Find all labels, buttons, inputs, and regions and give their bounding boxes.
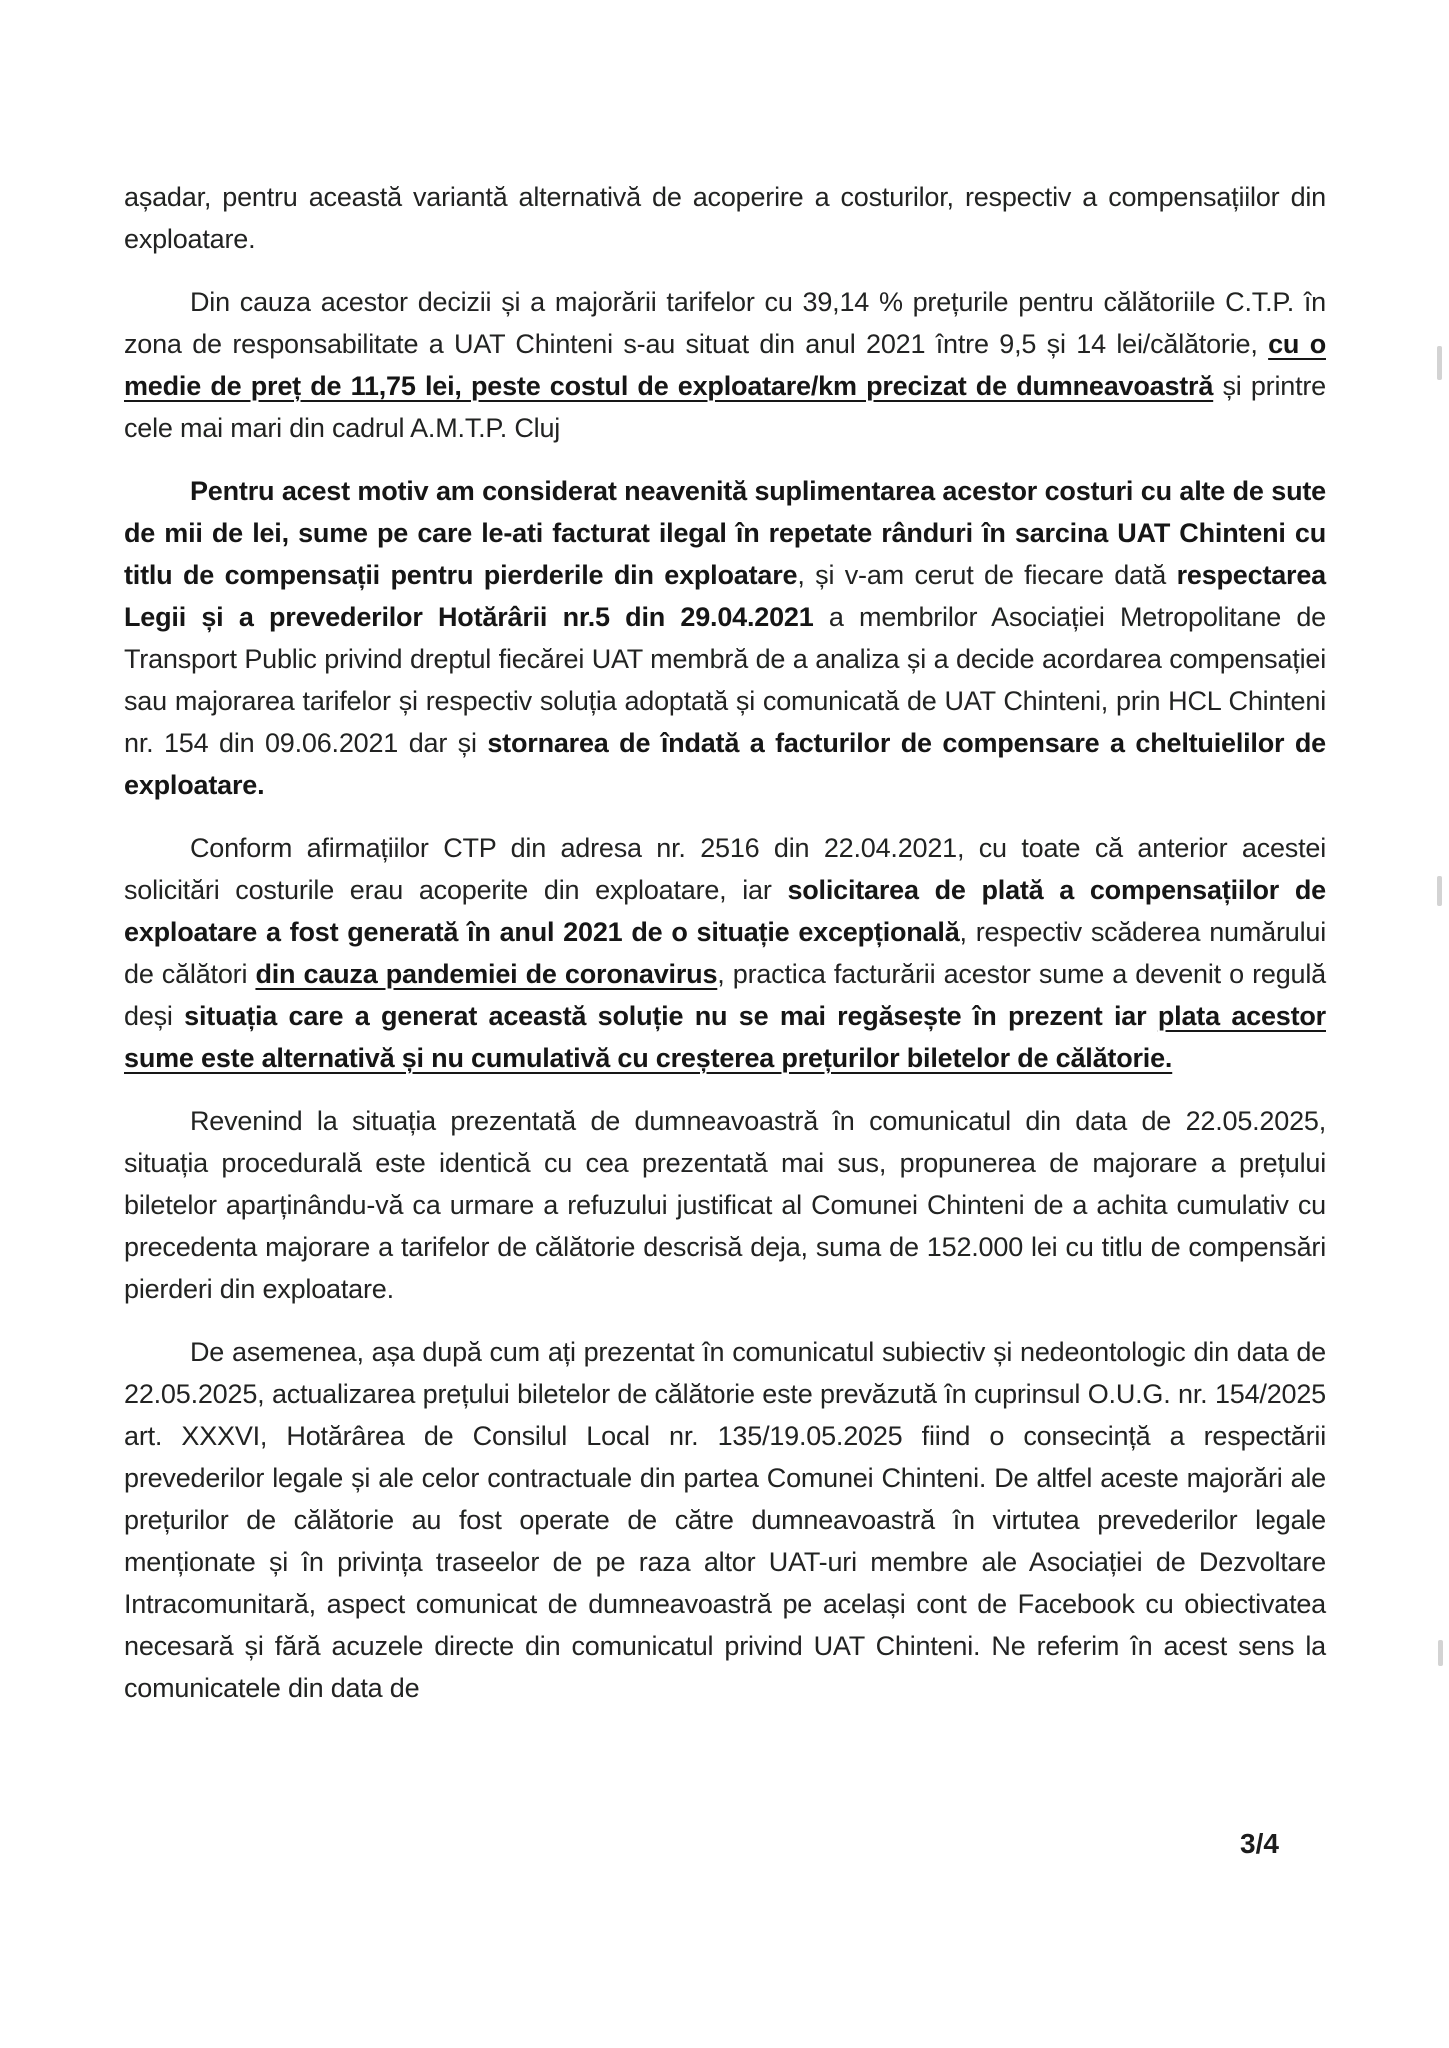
paragraph [124, 1100, 1326, 1310]
text-run: Din cauza acestor decizii și a majorării tarifelor cu 39,14 % prețurile pentru călătoriile C.T.P. în zona de responsabilitate a UAT Chinteni s-au situat din anul 2021 între 9,5 și 14 lei/călătorie, [124, 287, 1326, 359]
text-run: așadar, pentru această variantă alternativă de acoperire a costurilor, respectiv a compensațiilor din exploatare. [124, 182, 1326, 254]
emphasized-text-run: cu o medie de preț de 11,75 lei, peste costul de exploatare/km precizat de dumneavoastră [124, 329, 1326, 401]
text-run: și printre cele mai mari din cadrul A.M.T.P. Cluj [124, 371, 1326, 443]
scan-artifact [1437, 876, 1442, 906]
emphasized-text-run: respectarea Legii și a prevederilor Hotărârii nr.5 din 29.04.2021 [124, 560, 1326, 632]
text-run: Conform afirmațiilor CTP din adresa nr. 2516 din 22.04.2021, cu toate că anterior acestei solicitări costurile erau acoperite din exploatare, iar [124, 833, 1326, 905]
paragraph [124, 827, 1326, 1079]
page-number: 3/4 [1240, 1828, 1279, 1859]
text-run: , respectiv scăderea numărului de călători [124, 917, 1326, 989]
text-run: , practica facturării acestor sume a devenit o regulă deși [124, 959, 1326, 1031]
emphasized-text-run: din cauza pandemiei de coronavirus [255, 959, 718, 989]
document-body [124, 176, 1326, 1730]
emphasized-text-run: situația care a generat această soluție nu se mai regăsește în prezent iar [184, 1001, 1158, 1031]
emphasized-text-run: plata acestor sume este alternativă și nu cumulativă cu creșterea prețurilor biletelor de călătorie. [124, 1001, 1326, 1073]
text-run: , și v-am cerut de fiecare dată [797, 560, 1177, 590]
paragraph [124, 1331, 1326, 1709]
text-run: De asemenea, așa după cum ați prezentat în comunicatul subiectiv și nedeontologic din data de 22.05.2025, actualizarea prețului biletelor de călătorie este prevăzută în cuprinsul O.U.G. nr. 154/2025 art. XXXVI, Hotărârea de Consilul Local nr. 135/19.05.2025 fiind o consecință a respectării prevederilor legale și ale celor contractuale din partea Comunei Chinteni. De altfel aceste majorări ale prețurilor de călătorie au fost operate de către dumneavoastră în virtutea prevederilor legale menționate și în privința traseelor de pe raza altor UAT-uri membre ale Asociației de Dezvoltare Intracomunitară, aspect comunicat de dumneavoastră pe același cont de Facebook cu obiectivatea necesară și fără acuzele directe din comunicatul privind UAT Chinteni. Ne referim în acest sens la comunicatele din data de [124, 1337, 1326, 1703]
scan-artifact [1437, 346, 1442, 380]
emphasized-text-run: stornarea de îndată a facturilor de compensare a cheltuielilor de exploatare. [124, 728, 1327, 800]
scan-artifact [1438, 1640, 1443, 1666]
emphasized-text-run: solicitarea de plată a compensațiilor de exploatare a fost generată în anul 2021 de o situație excepțională [124, 875, 1326, 947]
paragraph [124, 470, 1326, 806]
text-run: a membrilor Asociației Metropolitane de Transport Public privind dreptul fiecărei UAT membră de a analiza și a decide acordarea compensației sau majorarea tarifelor și respectiv soluția adoptată și comunicată de UAT Chinteni, prin HCL Chinteni nr. 154 din 09.06.2021 dar și [124, 602, 1326, 758]
paragraph [124, 176, 1326, 260]
paragraph [124, 281, 1326, 449]
emphasized-text-run: Pentru acest motiv am considerat neavenită suplimentarea acestor costuri cu alte de sute de mii de lei, sume pe care le-ati facturat ilegal în repetate rânduri în sarcina UAT Chinteni cu titlu de compensații pentru pierderile din exploatare [124, 476, 1326, 590]
text-run: Revenind la situația prezentată de dumneavoastră în comunicatul din data de 22.05.2025, situația procedurală este identică cu cea prezentată mai sus, propunerea de majorare a prețului biletelor aparținându-vă ca urmare a refuzului justificat al Comunei Chinteni de a achita cumulativ cu precedenta majorare a tarifelor de călătorie descrisă deja, suma de 152.000 lei cu titlu de compensări pierderi din exploatare. [124, 1106, 1326, 1304]
